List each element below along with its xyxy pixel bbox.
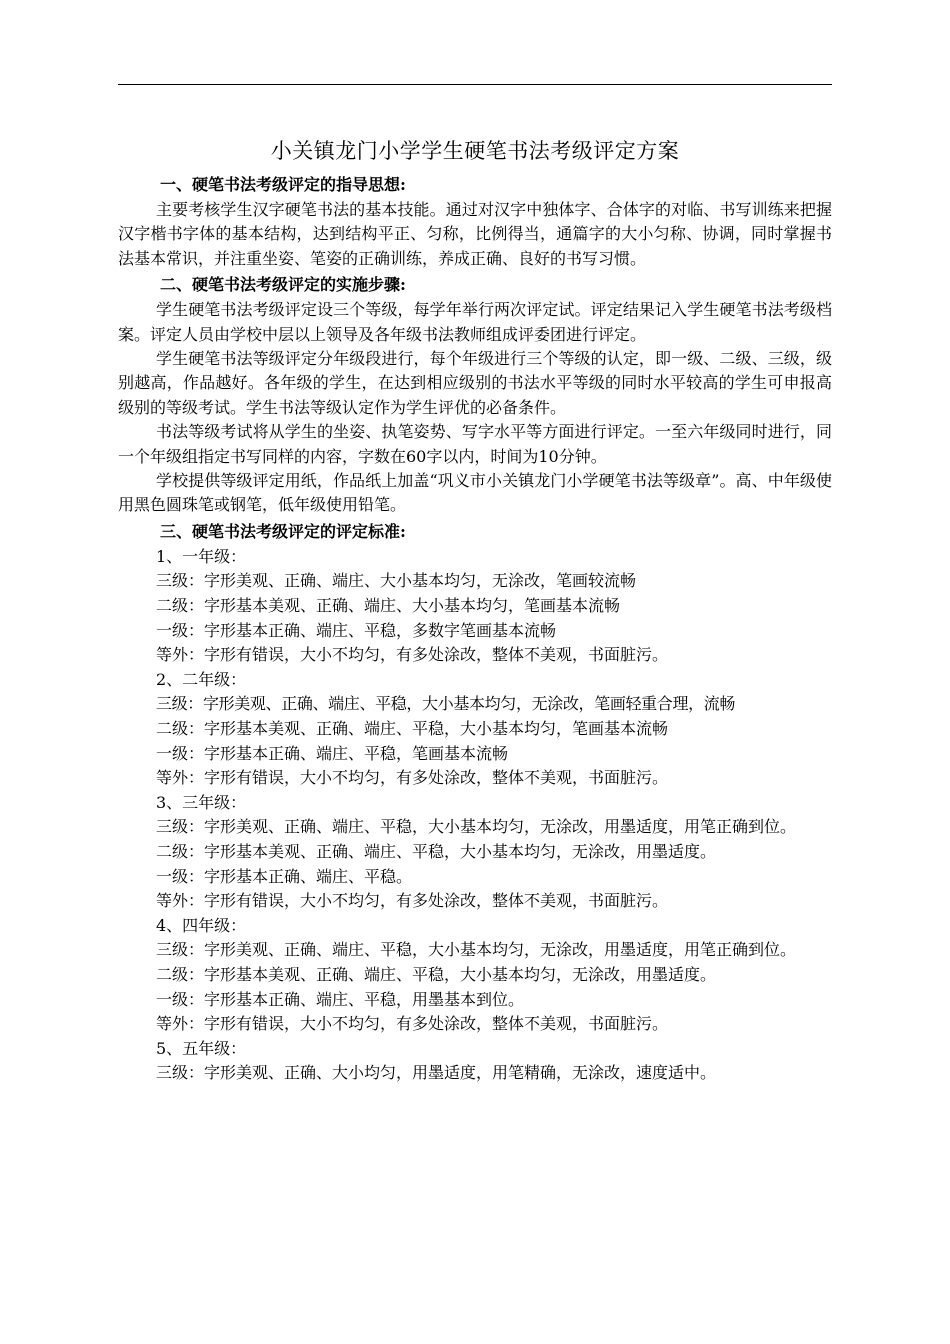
section2-paragraph-4: 学校提供等级评定用纸，作品纸上加盖“巩义市小关镇龙门小学硬笔书法等级章”。高、中年级使用黑色圆珠笔或钢笔，低年级使用铅笔。: [118, 471, 832, 515]
document-body: [118, 133, 832, 1086]
grade3-level-2: 二级：字形基本美观、正确、端庄、平稳，大小基本均匀，无涂改，用墨适度。: [156, 842, 717, 861]
grade-label-2: 2、二年级：: [156, 669, 247, 689]
grade-label-5: 5、五年级：: [156, 1038, 247, 1058]
grade4-level-2: 二级：字形基本美观、正确、端庄、平稳，大小基本均匀，无涂改，用墨适度。: [156, 964, 717, 984]
grade5-level-3: 三级：字形美观、正确、大小均匀，用墨适度，用笔精确，无涂改，速度适中。: [156, 1063, 717, 1083]
grade3-level-outside: 等外：字形有错误，大小不均匀，有多处涂改，整体不美观，书面脏污。: [156, 891, 669, 911]
grade4-level-outside: 等外：字形有错误，大小不均匀，有多处涂改，整体不美观，书面脏污。: [156, 1014, 669, 1034]
grade1-level-1: 一级：字形基本正确、端庄、平稳，多数字笔画基本流畅: [156, 620, 557, 640]
grade1-level-3: 三级：字形美观、正确、端庄、大小基本均匀，无涂改，笔画较流畅: [156, 571, 637, 591]
grade2-level-1: 一级：字形基本正确、端庄、平稳，笔画基本流畅: [156, 743, 509, 763]
header-rule: [118, 84, 832, 85]
section-heading-standards: 三、硬笔书法考级评定的评定标准:: [160, 521, 406, 541]
grade3-level-1: 一级：字形基本正确、端庄、平稳。: [156, 866, 413, 886]
grade-label-1: 1、一年级：: [156, 546, 247, 566]
grade3-level-3: 三级：字形美观、正确、端庄、平稳，大小基本均匀，无涂改，用墨适度，用笔正确到位。: [156, 817, 797, 837]
section-heading-implementation: 二、硬笔书法考级评定的实施步骤:: [160, 275, 406, 295]
section-heading-guiding-idea: 一、硬笔书法考级评定的指导思想:: [160, 175, 406, 194]
section1-paragraph: 主要考核学生汉字硬笔书法的基本技能。通过对汉字中独体字、合体字的对临、书写训练来把握汉字楷书字体的基本结构，达到结构平正、匀称，比例得当，通篇字的大小匀称、协调，同时掌握书法基本常识，并注重坐姿、笔姿的正确训练，养成正确、良好的书写习惯。: [118, 200, 832, 268]
grade4-level-1: 一级：字形基本正确、端庄、平稳，用墨基本到位。: [156, 989, 525, 1009]
grade1-level-outside: 等外：字形有错误，大小不均匀，有多处涂改，整体不美观，书面脏污。: [156, 645, 669, 665]
grade2-level-2: 二级：字形基本美观、正确、端庄、平稳，大小基本均匀，笔画基本流畅: [156, 719, 669, 739]
grade4-level-3: 三级：字形美观、正确、端庄、平稳，大小基本均匀，无涂改，用墨适度，用笔正确到位。: [156, 940, 797, 960]
section2-paragraph-1: 学生硬笔书法考级评定设三个等级，每学年举行两次评定试。评定结果记入学生硬笔书法考级档案。评定人员由学校中层以上领导及各年级书法教师组成评委团进行评定。: [118, 300, 832, 344]
document-title: 小关镇龙门小学学生硬笔书法考级评定方案: [270, 139, 680, 163]
section2-paragraph-2: 学生硬笔书法等级评定分年级段进行，每个年级进行三个等级的认定，即一级、二级、三级，级别越高，作品越好。各年级的学生，在达到相应级别的书法水平等级的同时水平较高的学生可申报高级别的等级考试。学生书法等级认定作为学生评优的必备条件。: [118, 349, 832, 417]
grade-label-4: 4、四年级：: [156, 915, 247, 935]
section2-paragraph-3: 书法等级考试将从学生的坐姿、执笔姿势、写字水平等方面进行评定。一至六年级同时进行，同一个年级组指定书写同样的内容，字数在60字以内，时间为10分钟。: [118, 422, 832, 466]
grade-label-3: 3、三年级：: [156, 792, 247, 812]
grade1-level-2: 二级：字形基本美观、正确、端庄、大小基本均匀，笔画基本流畅: [156, 596, 621, 616]
grade2-level-3: 三级：字形美观、正确、端庄、平稳，大小基本均匀，无涂改，笔画轻重合理，流畅: [156, 694, 736, 714]
grade2-level-outside: 等外：字形有错误，大小不均匀，有多处涂改，整体不美观，书面脏污。: [156, 768, 669, 788]
